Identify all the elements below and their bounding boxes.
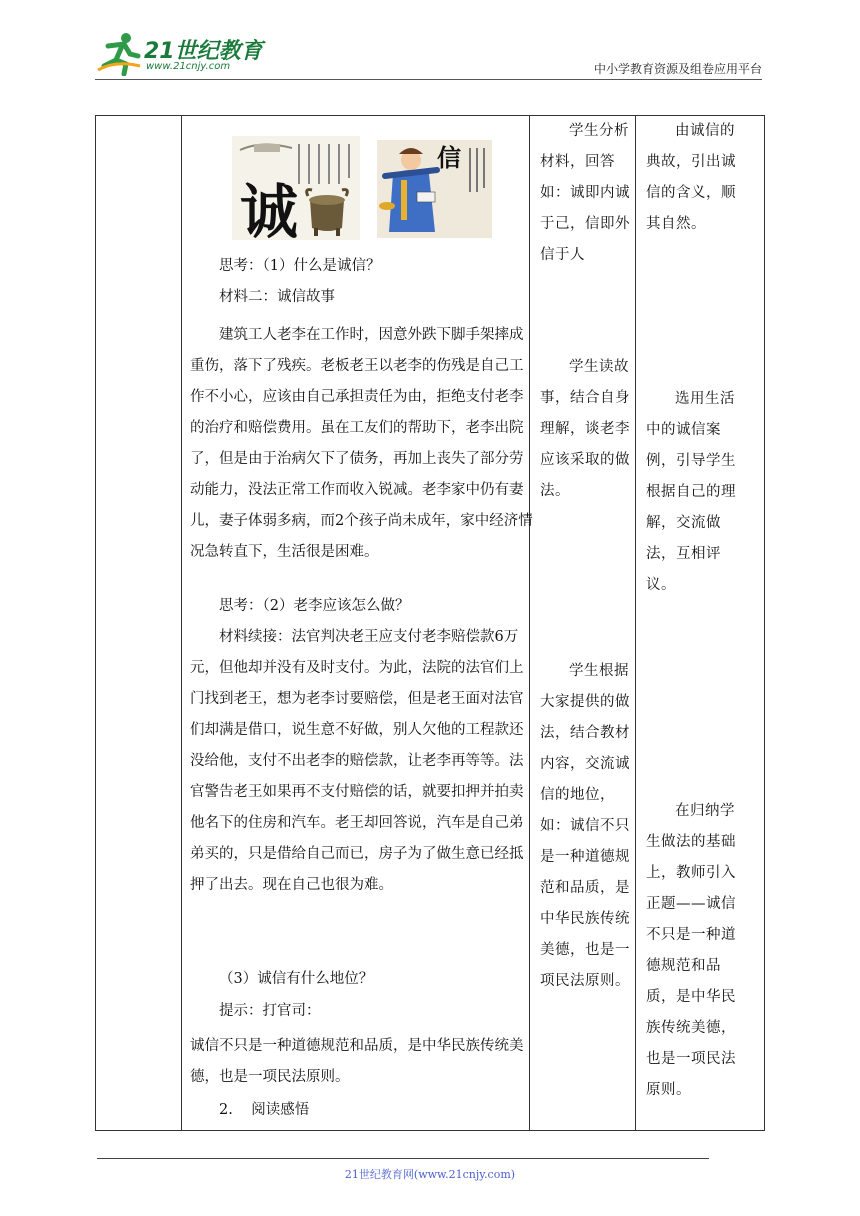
question-1: 思考：（1）什么是诚信？ [219, 258, 381, 274]
conclusion-text: 诚信不只是一种道德规范和品质，是中华民族传统美德，也是一项民法原则。 [190, 1038, 524, 1085]
design-intent-2: 选用生活中的诚信案例，引导学生根据自己的理解，交流做法，互相评议。 [646, 391, 736, 593]
image-character: 信 [437, 143, 461, 172]
column-divider [181, 116, 182, 1130]
material-continued: 材料续接：法官判决老王应支付老李赔偿款6万元，但他却并没有及时支付。为此，法院的法官们上门找到老王，想为老李讨要赔偿，但是老王面对法官们却满是借口，说生意不好做，别人欠他的工程款还没给他，支付不出老李的赔偿款，让老李再等等。法官警告老王如果再不支付赔偿的话，就要扣押并拍卖他名下的住房和汽车。老王却回答说，汽车是自己弟弟买的，只是借给自己而已，房子为了做生意已经抵押了出去。现在自己也很为难。 [190, 629, 524, 893]
logo-url: www.21cnjy.com [146, 61, 231, 72]
student-activity-2: 学生读故事，结合自身理解，谈老李应该采取的做法。 [540, 359, 630, 499]
platform-title: 中小学教育资源及组卷应用平台 [593, 62, 762, 76]
material-2-title: 材料二：诚信故事 [219, 289, 335, 305]
table-cell-student-activity [536, 116, 636, 1130]
lesson-table [95, 115, 765, 1131]
question-2: 思考：（2）老李应该怎么做？ [219, 598, 410, 614]
design-intent-1: 由诚信的典故，引出诚信的含义，顺其自然。 [646, 123, 736, 232]
cartoon-image-xin [377, 140, 492, 238]
image-character: 诚 [240, 178, 299, 240]
student-activity-1: 学生分析材料，回答如：诚即内诚于己，信即外信于人 [540, 123, 630, 263]
table-cell-design-intent [642, 116, 742, 1130]
section-reading: 2. 阅读感悟 [219, 1102, 310, 1118]
page-header [0, 0, 860, 90]
hint-text: 提示：打官司： [219, 1003, 321, 1019]
table-cell-content [190, 116, 534, 1130]
runner-icon [96, 30, 142, 76]
header-divider [95, 79, 762, 80]
student-activity-3: 学生根据大家提供的做法，结合教材内容，交流诚信的地位，如：诚信不只是一种道德规范和品质，是中华民族传统美德，也是一项民法原则。 [540, 663, 630, 989]
footer-link[interactable]: 21世纪教育网(www.21cnjy.com) [344, 1168, 516, 1181]
question-3: （3）诚信有什么地位？ [219, 971, 374, 987]
footer-divider [97, 1158, 709, 1159]
logo-brand: 21世纪教育 [144, 39, 263, 64]
material-2-story: 建筑工人老李在工作时，因意外跌下脚手架摔成重伤，落下了残疾。老板老王以老李的伤残是自己工作不小心，应该由自己承担责任为由，拒绝支付老李的治疗和赔偿费用。虽在工友们的帮助下，老李出院了，但是由于治病欠下了债务，再加上丧失了部分劳动能力，没法正常工作而收入锐减。老李家中仍有妻儿，妻子体弱多病，而2个孩子尚未成年，家中经济情况急转直下，生活很是困难。 [190, 327, 533, 560]
design-intent-3: 在归纳学生做法的基础上，教师引入正题——诚信不只是一种道德规范和品质，是中华民族传统美德，也是一项民法原则。 [646, 803, 736, 1098]
calligraphy-image-cheng [232, 136, 360, 240]
site-logo[interactable] [96, 30, 266, 80]
